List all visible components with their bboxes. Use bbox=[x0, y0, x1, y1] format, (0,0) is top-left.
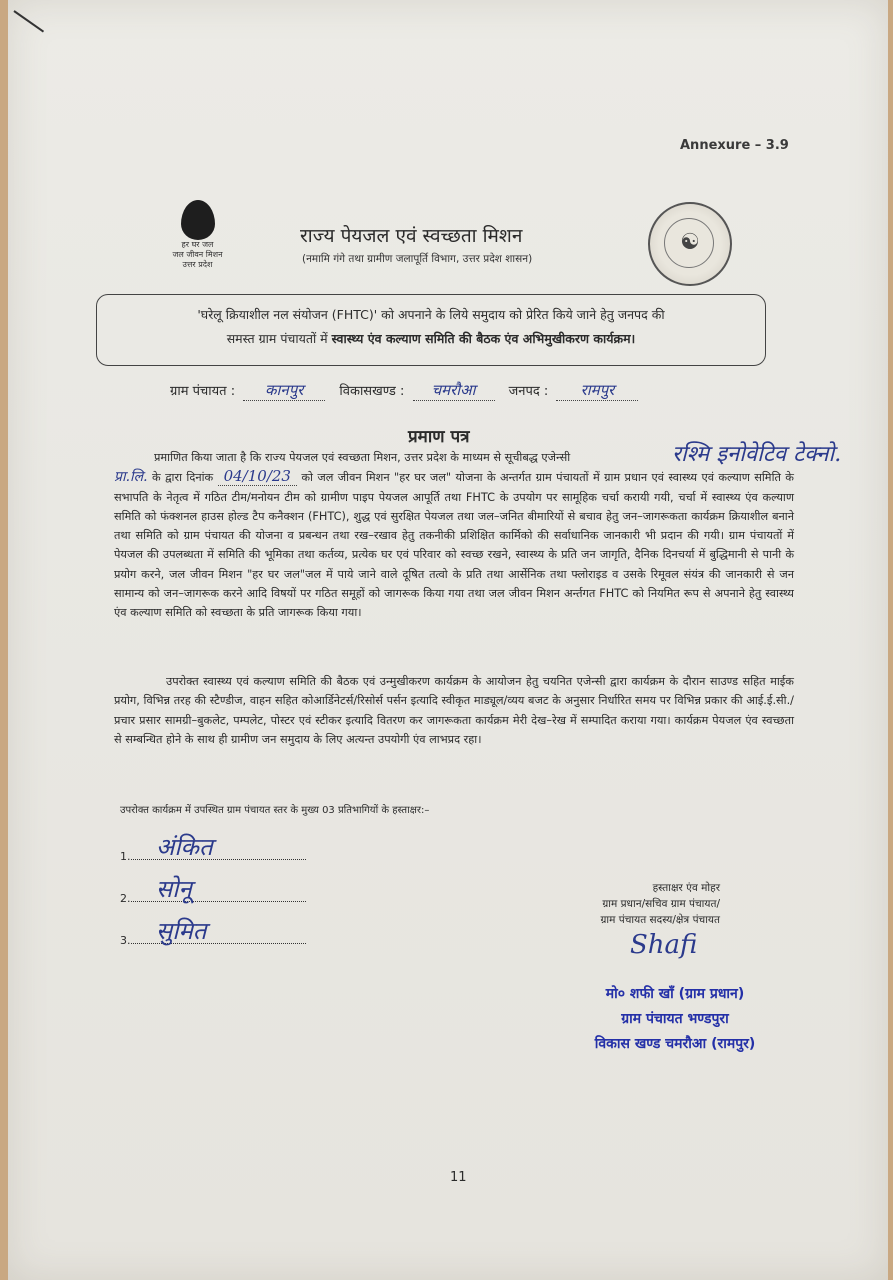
janpad-label: जनपद : bbox=[508, 384, 549, 399]
agency-name-handwritten: रश्मि इनोवेटिव टेक्नो. bbox=[672, 442, 842, 467]
participant-signature-1 bbox=[120, 833, 306, 863]
har-ghar-jal-logo bbox=[160, 200, 235, 270]
document-page bbox=[8, 0, 888, 1280]
vikaskhand-label: विकासखण्ड : bbox=[339, 384, 405, 399]
janpad-value: रामपुर bbox=[556, 380, 638, 401]
pradhan-signature: Shafi bbox=[630, 930, 698, 960]
participant-signature-2 bbox=[120, 875, 306, 905]
para1-part1: प्रमाणित किया जाता है कि राज्य पेयजल एवं स्वच्छता मिशन, उत्तर प्रदेश के माध्यम से सूचीबद्ध एजेन्सी bbox=[154, 451, 571, 464]
authority-line-2: ग्राम प्रधान/सचिव ग्राम पंचायत/ bbox=[602, 898, 720, 910]
participant-name: अंकित bbox=[156, 833, 213, 861]
banner-line-2-plain: समस्त ग्राम पंचायतों में bbox=[226, 331, 332, 346]
emblem-symbol: ☯ bbox=[680, 230, 700, 255]
org-title: राज्य पेयजल एवं स्वच्छता मिशन bbox=[300, 225, 523, 247]
authority-line-3: ग्राम पंचायत सदस्य/क्षेत्र पंचायत bbox=[600, 914, 720, 926]
authority-block bbox=[540, 880, 720, 928]
agency-suffix-handwritten: प्रा.लि. bbox=[114, 469, 148, 486]
logo-caption-3: उत्तर प्रदेश bbox=[182, 260, 213, 269]
authority-line-1: हस्ताक्षर एंव मोहर bbox=[652, 882, 720, 894]
org-subtitle: (नमामि गंगे तथा ग्रामीण जलापूर्ति विभाग, उत्तर प्रदेश शासन) bbox=[302, 253, 533, 265]
signature-number: 1. bbox=[120, 850, 131, 863]
gram-panchayat-label: ग्राम पंचायत : bbox=[170, 384, 236, 399]
location-row bbox=[170, 380, 730, 401]
signatures-intro: उपरोक्त कार्यक्रम में उपस्थित ग्राम पंचायत स्तर के मुख्य 03 प्रतिभागियों के हस्ताक्षर:– bbox=[120, 805, 430, 816]
stamp-line-3: विकास खण्ड चमरौआ (रामपुर) bbox=[594, 1036, 756, 1052]
up-government-emblem-icon bbox=[648, 202, 732, 286]
certificate-paragraph-1 bbox=[114, 448, 794, 623]
para2-text: उपरोक्त स्वास्थ्य एवं कल्याण समिति की बैठक एवं उन्मुखीकरण कार्यक्रम के आयोजन हेतु चयनित एजेन्सी द्वारा कार्यक्रम के दौरान साउण्ड सहित माईक प्रयोग, विभिन्न तरह की स्टैण्डीज, वाहन सहित कोआर्डिनेटर्स/रिसोर्स पर्सन इत्यादि स्वीकृत माड्यूल/व्यय बजट के अनुसार निर्धारित समय पर विभिन्न प्रकार की आई.ई.सी./प्रचार प्रसार सामग्री–बुकलेट, पम्पलेट, पोस्टर एवं स्टीकर इत्यादि वितरण कर जागरूकता कार्यक्रम मेरी देख–रेख में सम्पादित कराया गया। कार्यक्रम पेयजल एंव स्वच्छता से सम्बन्धित होने के साथ ही ग्रामीण जन समुदाय के लिए अत्यन्त उपयोगी एंव लाभप्रद रहा। bbox=[114, 675, 794, 746]
participant-name: सोनू bbox=[156, 875, 192, 903]
participant-name: सुमित bbox=[156, 917, 207, 945]
gram-panchayat-value: कानपुर bbox=[243, 380, 325, 401]
para1-part2: के द्वारा दिनांक bbox=[147, 471, 218, 485]
participant-signature-3 bbox=[120, 917, 306, 947]
logo-caption-2: जल जीवन मिशन bbox=[172, 250, 223, 259]
programme-banner bbox=[96, 294, 766, 366]
water-drop-icon bbox=[181, 200, 215, 240]
banner-line-2-bold: स्वास्थ्य एंव कल्याण समिति की बैठक एंव अभिमुखीकरण कार्यक्रम। bbox=[331, 331, 636, 346]
certificate-paragraph-2 bbox=[114, 672, 794, 749]
logo-caption-1: हर घर जल bbox=[181, 240, 214, 249]
annexure-label: Annexure – 3.9 bbox=[680, 138, 789, 153]
banner-line-2 bbox=[97, 327, 765, 351]
pradhan-stamp bbox=[560, 982, 790, 1057]
para1-part3: को जल जीवन मिशन "हर घर जल" योजना के अन्तर्गत ग्राम पंचायतों में ग्राम प्रधान एवं स्वास्थ्य एवं कल्याण समिति के सभापति के नेतृत्व में गठित टीम/मनोयन टीम को ग्रामीण पाइप पेयजल आपूर्ति तथा FHTC के उपयोग पर सामूहिक चर्चा करायी गयी, चर्चा में स्वास्थ्य एंव कल्याण समिति को फंक्शनल हाउस होल्ड टैप कनैक्शन (FHTC), शुद्ध एवं सुरक्षित पेयजल तथा जल–जनित बीमारियों से बचाव हेतु जन–जागरूकता कार्यक्रम क्रियाशील बनाने तथा समिति को ग्राम पंचायत की योजना व प्रबन्धन तथा रख–रखाव हेतु तकनीकी प्रशिक्षित कार्मिको की सर्वाधानिक जानकारी भी प्रदान की गयी। ग्राम पंचायतों में पेयजल की उपलब्धता में समिति की भूमिका तथा कर्तव्य, प्रत्येक घर एवं परिवार को स्वच्छ रखने, स्वास्थ्य के प्रति जन जागृति, दैनिक दिनचर्या में बुद्धिमानी से पानी के प्रयोग करने, जल जीवन मिशन "हर घर जल"जल में पाये जाने वाले दूषित तत्वो के प्रति तथा आर्सेनिक तथा फ्लोराइड व उसके रिमूवल संयंत्र की जानकारी से जन सामान्य को जन–जागरूक करने आदि विषयों पर गठित समूहों को जागरूक किया गया तथा जल जीवन मिशन अर्न्तगत FHTC को नियमित रूप से अपनाने हेतु स्वास्थ्य एंव कल्याण समिति को स्वच्छता के प्रति जागरूक किया गया। bbox=[114, 471, 794, 620]
signature-number: 3. bbox=[120, 934, 131, 947]
stamp-line-1: मो० शफी खाँ (ग्राम प्रधान) bbox=[605, 986, 745, 1002]
signature-number: 2. bbox=[120, 892, 131, 905]
banner-line-1: 'घरेलू क्रियाशील नल संयोजन (FHTC)' को अपनाने के लिये समुदाय को प्रेरित किये जाने हेतु जनपद की bbox=[197, 307, 665, 322]
stamp-line-2: ग्राम पंचायत भण्डपुरा bbox=[621, 1011, 729, 1027]
page-number: 11 bbox=[450, 1170, 467, 1185]
vikaskhand-value: चमरौआ bbox=[413, 380, 495, 401]
date-handwritten: 04/10/23 bbox=[218, 467, 297, 486]
certificate-heading: प्रमाण पत्र bbox=[408, 427, 470, 447]
